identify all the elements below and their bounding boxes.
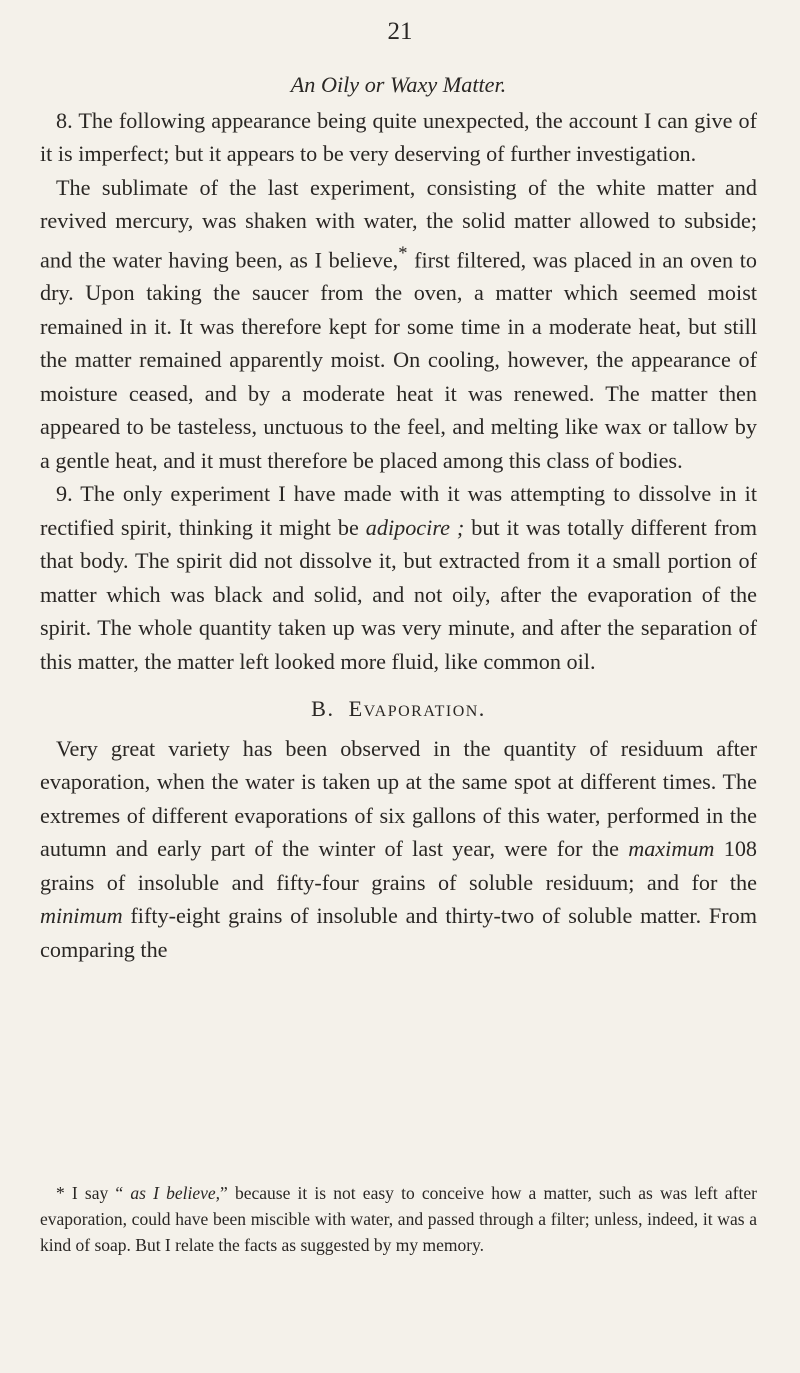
- footnote-italic: as I believe,: [130, 1182, 221, 1203]
- paragraph-8: 8. The following appearance being quite unexpected, the account I can give of it is imperfect; but it appears to be very deserving of further investigation.: [40, 107, 757, 166]
- footnote-marker: *: [398, 243, 408, 264]
- paragraph-9-text: 9. The only experiment I have made with it was attempting to dissolve in it rectified spirit, thinking it might be: [40, 481, 757, 540]
- paragraph-evaporation: [40, 732, 757, 967]
- footnote-text: * I say “: [56, 1182, 131, 1203]
- footnote-text-cont: ” because it is not easy to conceive how a matter, such as was left after evaporation, could have been miscible with water, and passed through a filter; unless, indeed, it was a kind of soap. But I relate the facts as suggested by my memory.: [40, 1182, 757, 1255]
- minimum-term: minimum: [40, 903, 123, 929]
- paragraph-8-sublimate-text-cont: first filtered, was placed in an oven to dry. Upon taking the saucer from the oven, a matter which seemed moist remained in it. It was therefore kept for some time in a moderate heat, but still the matter remained apparently moist. On cooling, however, the appearance of moisture ceased, and by a moderate heat it was renewed. The matter then appeared to be tasteless, unctuous to the feel, and melting like wax or tallow by a gentle heat, and it must therefore be placed among this class of bodies.: [40, 246, 757, 473]
- paragraph-9-text-cont: but it was totally different from that body. The spirit did not dissolve it, but extracted from it a small portion of matter which was black and solid, and not oily, after the evaporation of the spirit. The whole quantity taken up was very minute, and after the separation of this matter, the matter left looked more fluid, like common oil.: [40, 514, 757, 674]
- section-heading-evaporation: [40, 692, 757, 726]
- section-letter: B.: [311, 696, 335, 722]
- paragraph-9: [40, 477, 757, 678]
- section-title: Evaporation.: [348, 696, 486, 722]
- paragraph-evaporation-text-mid: 108 grains of insoluble and fifty-four grains of soluble residuum; and for the: [40, 836, 758, 895]
- section-heading-oily-matter: An Oily or Waxy Matter.: [290, 72, 507, 97]
- paragraph-8-sublimate: [40, 171, 757, 478]
- paragraph-evaporation-text-end: fifty-eight grains of insoluble and thirty-two of soluble matter. From comparing the: [40, 903, 757, 962]
- paragraph-evaporation-text: Very great variety has been observed in the quantity of residuum after evaporation, when the water is taken up at the same spot at different times. The extremes of different evaporations of six gallons of this water, performed in the autumn and early part of the winter of last year, were for the: [40, 735, 757, 862]
- maximum-term: maximum: [628, 836, 715, 862]
- footnote: [40, 1180, 757, 1258]
- paragraph-8-sublimate-text: The sublimate of the last experiment, consisting of the white matter and revived mercury, was shaken with water, the solid matter allowed to subside; and the water having been, as I believe,: [40, 174, 757, 272]
- page-body: [40, 68, 757, 966]
- adipocire-term: adipocire ;: [365, 514, 465, 540]
- page-number: 21: [387, 18, 413, 45]
